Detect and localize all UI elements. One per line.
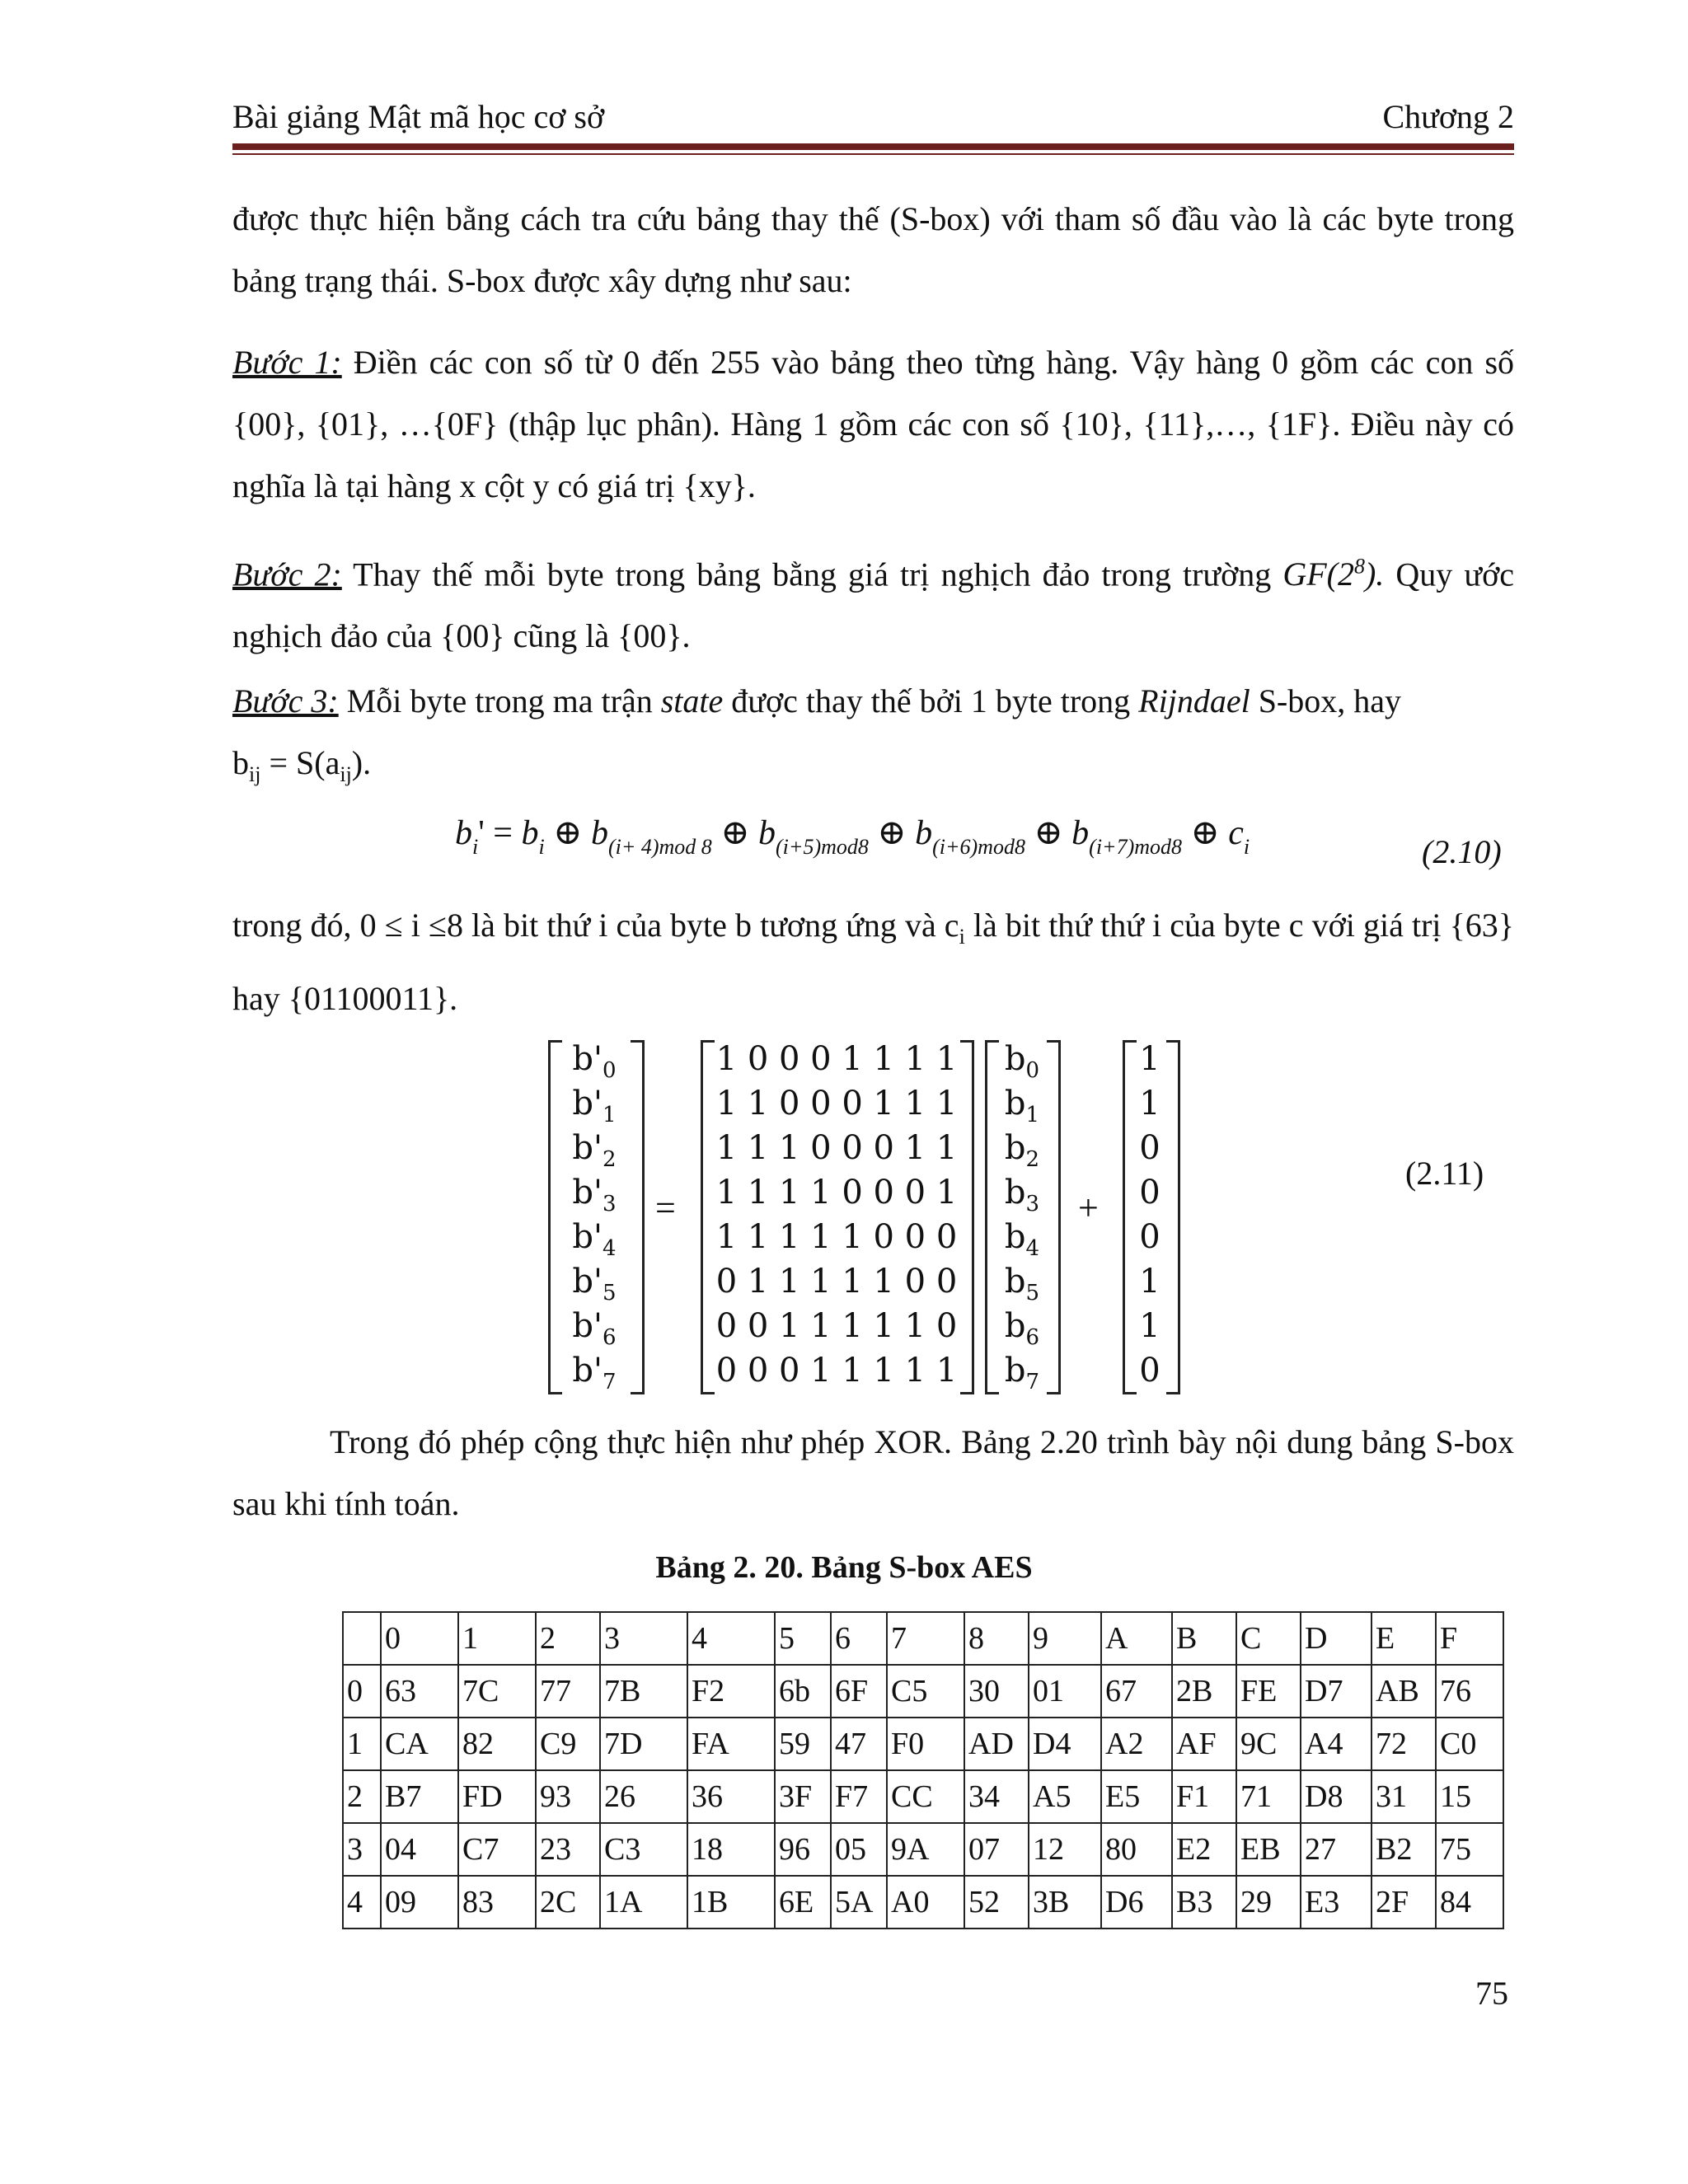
lhs-entry-2: $b'_2$ <box>572 1129 617 1172</box>
sbox-cell: 2 <box>343 1770 381 1823</box>
sbox-cell: C0 <box>1436 1718 1503 1770</box>
lhs-entry-1: $b'_1$ <box>572 1085 617 1127</box>
sbox-cell: F1 <box>1172 1770 1236 1823</box>
sbox-cell: A2 <box>1101 1718 1172 1770</box>
sbox-cell: 7B <box>600 1665 687 1718</box>
lhs-entry-3: $b'_3$ <box>572 1174 617 1216</box>
page-number: 75 <box>1475 1975 1508 2012</box>
sbox-cell: 3 <box>343 1823 381 1876</box>
step-3-text-3: S-box, hay <box>1250 682 1402 719</box>
matrix-row-2: 1 1 1 0 0 0 1 1 <box>715 1129 958 1167</box>
sbox-cell: 34 <box>964 1770 1029 1823</box>
eq-b2: b <box>521 814 539 852</box>
step-1 <box>232 331 1514 517</box>
eq-sub-i3: i <box>1243 835 1250 859</box>
sbox-cell: 07 <box>964 1823 1029 1876</box>
sbox-row-4 <box>343 1876 1503 1929</box>
sbox-cell: 36 <box>687 1770 775 1823</box>
xor-symbol: ⊕ <box>1182 814 1229 852</box>
intro-paragraph: được thực hiện bằng cách tra cứu bảng thay thế (S-box) với tham số đầu vào là các byte trong bảng trạng thái. S-box được xây dựng như sau: <box>232 200 1514 299</box>
sbox-intro-paragraph: Trong đó phép cộng thực hiện như phép XOR. Bảng 2.20 trình bày nội dung bảng S-box sau khi tính toán. <box>232 1423 1514 1522</box>
step-1-label: Bước 1: <box>232 344 342 381</box>
step-1-text: Điền các con số từ 0 đến 255 vào bảng theo từng hàng. Vậy hàng 0 gồm các con số {00}, {01}, …{0F} (thập lục phân). Hàng 1 gồm các con số {10}, {11},…, {1F}. Điều này có nghĩa là tại hàng x cột y có giá trị {xy}. <box>232 344 1515 504</box>
sbox-cell: D7 <box>1301 1665 1372 1718</box>
sbox-cell: CC <box>887 1770 964 1823</box>
sbox-cell: A4 <box>1301 1718 1372 1770</box>
eq-b5: b <box>915 814 933 852</box>
sbox-cell: D6 <box>1101 1876 1172 1929</box>
b-entry-5: $b_5$ <box>1004 1263 1040 1305</box>
sbox-cell: 9A <box>887 1823 964 1876</box>
sbox-cell: 67 <box>1101 1665 1172 1718</box>
sbox-cell: F2 <box>687 1665 775 1718</box>
equation-number-2-11: (2.11) <box>1405 1155 1484 1192</box>
sbox-cell: B2 <box>1372 1823 1436 1876</box>
sbox-cell: F7 <box>831 1770 887 1823</box>
field-base: GF(2 <box>1282 555 1354 593</box>
sbox-row-0 <box>343 1665 1503 1718</box>
sbox-cell: A <box>1101 1612 1172 1665</box>
sbox-cell: 1A <box>600 1876 687 1929</box>
field-exponent: 8 <box>1353 555 1365 579</box>
sbox-cell: E <box>1372 1612 1436 1665</box>
lhs-entry-6: $b'_6$ <box>572 1307 617 1350</box>
eq-sub-2: (i+5)mod8 <box>776 835 869 859</box>
sbox-cell: F <box>1436 1612 1503 1665</box>
sbox-cell: 6F <box>831 1665 887 1718</box>
sbox-cell: AF <box>1172 1718 1236 1770</box>
sbox-cell: A0 <box>887 1876 964 1929</box>
close-paren: ). <box>351 744 372 781</box>
ij-sub: ij <box>249 762 261 786</box>
sbox-cell: 18 <box>687 1823 775 1876</box>
matrix-row-0: 1 0 0 0 1 1 1 1 <box>715 1040 958 1078</box>
c-entry-5: 1 <box>1139 1263 1160 1301</box>
sbox-cell: 15 <box>1436 1770 1503 1823</box>
ci-sub: i <box>959 925 965 949</box>
lhs-right-bracket <box>631 1040 645 1394</box>
sbox-cell: 77 <box>536 1665 600 1718</box>
rijndael-term: Rijndael <box>1138 682 1250 719</box>
sbox-cell: 3 <box>600 1612 687 1665</box>
sbox-cell: 52 <box>964 1876 1029 1929</box>
sbox-cell: 72 <box>1372 1718 1436 1770</box>
sbox-cell: A5 <box>1029 1770 1101 1823</box>
lhs-entry-5: $b'_5$ <box>572 1263 617 1305</box>
sbox-cell: F0 <box>887 1718 964 1770</box>
transform-matrix <box>710 1037 963 1393</box>
step-2-text-after: Quy ước nghịch đảo của {00} cũng là {00}. <box>232 555 1514 655</box>
sbox-cell: 27 <box>1301 1823 1372 1876</box>
sbox-cell: 76 <box>1436 1665 1503 1718</box>
sbox-cell: EB <box>1236 1823 1301 1876</box>
sbox-cell: FE <box>1236 1665 1301 1718</box>
sbox-cell: 01 <box>1029 1665 1101 1718</box>
xor-symbol: ⊕ <box>868 814 916 852</box>
sbox-cell: 6b <box>775 1665 831 1718</box>
sbox-cell: 8 <box>964 1612 1029 1665</box>
eq-sub-1: (i+ 4)mod 8 <box>607 835 712 859</box>
input-vector <box>993 1037 1051 1393</box>
sbox-cell: 9C <box>1236 1718 1301 1770</box>
step-2 <box>232 536 1514 667</box>
matrix-row-6: 0 0 1 1 1 1 1 0 <box>715 1307 958 1345</box>
s-func: = S(a <box>260 744 340 781</box>
matrix-row-5: 0 1 1 1 1 1 0 0 <box>715 1263 958 1301</box>
eq-sub-4: (i+7)mod8 <box>1089 835 1183 859</box>
sbox-cell: 47 <box>831 1718 887 1770</box>
sbox-cell: 7C <box>458 1665 536 1718</box>
lhs-entry-4: $b'_4$ <box>572 1218 617 1261</box>
b-entry-6: $b_6$ <box>1004 1307 1040 1350</box>
lhs-entry-0: $b'_0$ <box>572 1040 617 1083</box>
galois-field <box>1282 555 1384 593</box>
sbox-cell: C3 <box>600 1823 687 1876</box>
matrix-row-4: 1 1 1 1 1 0 0 0 <box>715 1218 958 1256</box>
sbox-cell: E5 <box>1101 1770 1172 1823</box>
b-left-bracket <box>985 1040 999 1394</box>
xor-symbol: ⊕ <box>711 814 759 852</box>
sbox-cell: 75 <box>1436 1823 1503 1876</box>
c-entry-4: 0 <box>1139 1218 1160 1256</box>
sbox-cell: 9 <box>1029 1612 1101 1665</box>
eq-b6: b <box>1071 814 1090 852</box>
eq-sub-3: (i+6)mod8 <box>932 835 1025 859</box>
sbox-cell: AB <box>1372 1665 1436 1718</box>
sbox-cell: B7 <box>381 1770 458 1823</box>
sbox-cell: 30 <box>964 1665 1029 1718</box>
eq-b3: b <box>590 814 608 852</box>
c-entry-7: 0 <box>1139 1352 1160 1390</box>
sbox-cell <box>343 1612 381 1665</box>
sbox-cell: C5 <box>887 1665 964 1718</box>
sbox-cell: CA <box>381 1718 458 1770</box>
sbox-row-1 <box>343 1718 1503 1770</box>
c-entry-1: 1 <box>1139 1085 1160 1122</box>
chapter-label: Chương 2 <box>1382 98 1514 135</box>
eq-sub-i2: i <box>538 835 545 859</box>
sbox-cell: 5 <box>775 1612 831 1665</box>
b-entry-3: $b_3$ <box>1004 1174 1040 1216</box>
matrix-left-bracket <box>701 1040 715 1394</box>
sbox-row-2 <box>343 1770 1503 1823</box>
definition-paragraph <box>232 894 1514 1029</box>
b-right-bracket <box>1047 1040 1061 1394</box>
sbox-cell: 7 <box>887 1612 964 1665</box>
b-entry-7: $b_7$ <box>1004 1352 1040 1394</box>
ij-sub-2: ij <box>340 762 352 786</box>
sbox-cell: 0 <box>343 1665 381 1718</box>
step-2-label: Bước 2: <box>232 555 342 593</box>
definition-text-2: là bit thứ thứ i của byte c với giá trị {63} hay {01100011}. <box>232 907 1514 1017</box>
sbox-cell: 23 <box>536 1823 600 1876</box>
step-3-text-2: được thay thế bởi 1 byte trong <box>723 682 1139 719</box>
page-header <box>232 97 1514 140</box>
lhs-vector <box>556 1037 632 1393</box>
sbox-cell: FA <box>687 1718 775 1770</box>
header-rule-thin <box>232 153 1514 155</box>
sbox-cell: 3F <box>775 1770 831 1823</box>
sbox-cell: 05 <box>831 1823 887 1876</box>
sbox-cell: E3 <box>1301 1876 1372 1929</box>
sbox-cell: 1B <box>687 1876 775 1929</box>
c-left-bracket <box>1123 1040 1137 1394</box>
plus-sign: + <box>1078 1188 1099 1228</box>
b-entry-2: $b_2$ <box>1004 1129 1040 1172</box>
b-entry-1: $b_1$ <box>1004 1085 1040 1127</box>
state-term: state <box>660 682 724 719</box>
header-rule <box>232 143 1514 150</box>
sbox-cell: 5A <box>831 1876 887 1929</box>
equation-number-2-10: (2.10) <box>1422 833 1502 870</box>
sbox-header-row <box>343 1612 1503 1665</box>
c-entry-0: 1 <box>1139 1040 1160 1078</box>
definition-text-1: trong đó, 0 ≤ i ≤8 là bit thứ i của byte b tương ứng và c <box>232 907 959 944</box>
step-3-text-1: Mỗi byte trong ma trận <box>338 682 661 719</box>
step-3-label: Bước 3: <box>232 682 339 719</box>
sbox-cell: AD <box>964 1718 1029 1770</box>
lhs-left-bracket <box>548 1040 562 1394</box>
sbox-cell: E2 <box>1172 1823 1236 1876</box>
sbox-cell: C9 <box>536 1718 600 1770</box>
sbox-cell: 82 <box>458 1718 536 1770</box>
b-var: b <box>232 744 249 781</box>
sbox-cell: 4 <box>687 1612 775 1665</box>
sbox-cell: 1 <box>458 1612 536 1665</box>
matrix-row-3: 1 1 1 1 0 0 0 1 <box>715 1174 958 1212</box>
sbox-cell: 1 <box>343 1718 381 1770</box>
sbox-cell: 83 <box>458 1876 536 1929</box>
sbox-cell: 84 <box>1436 1876 1503 1929</box>
sbox-cell: D4 <box>1029 1718 1101 1770</box>
b-entry-4: $b_4$ <box>1004 1218 1040 1261</box>
sbox-cell: 2F <box>1372 1876 1436 1929</box>
c-entry-2: 0 <box>1139 1129 1160 1167</box>
step-3 <box>232 670 1514 805</box>
b-entry-0: $b_0$ <box>1004 1040 1040 1083</box>
sbox-cell: 80 <box>1101 1823 1172 1876</box>
sbox-cell: 09 <box>381 1876 458 1929</box>
sbox-row-3 <box>343 1823 1503 1876</box>
equation-2-10 <box>455 812 1250 860</box>
matrix-right-bracket <box>960 1040 974 1394</box>
matrix-row-7: 0 0 0 1 1 1 1 1 <box>715 1352 958 1390</box>
sbox-cell: 2C <box>536 1876 600 1929</box>
eq-sub-i: i <box>472 835 479 859</box>
sbox-cell: B <box>1172 1612 1236 1665</box>
sbox-cell: 7D <box>600 1718 687 1770</box>
sbox-cell: 2 <box>536 1612 600 1665</box>
eq-c: c <box>1228 814 1244 852</box>
sbox-cell: 31 <box>1372 1770 1436 1823</box>
sbox-cell: 93 <box>536 1770 600 1823</box>
field-close: ). <box>1364 555 1385 593</box>
sbox-cell: 71 <box>1236 1770 1301 1823</box>
sbox-cell: 6 <box>831 1612 887 1665</box>
c-right-bracket <box>1166 1040 1180 1394</box>
eq-b: b <box>455 814 472 852</box>
sbox-cell: C7 <box>458 1823 536 1876</box>
sbox-cell: 04 <box>381 1823 458 1876</box>
eq-prime: ' = <box>478 814 522 852</box>
sbox-cell: 59 <box>775 1718 831 1770</box>
matrix-row-1: 1 1 0 0 0 1 1 1 <box>715 1085 958 1122</box>
c-entry-3: 0 <box>1139 1174 1160 1212</box>
xor-symbol: ⊕ <box>544 814 591 852</box>
sbox-cell: 3B <box>1029 1876 1101 1929</box>
sbox-cell: D <box>1301 1612 1372 1665</box>
sbox-cell: 29 <box>1236 1876 1301 1929</box>
sbox-table <box>342 1611 1504 1929</box>
sbox-cell: 63 <box>381 1665 458 1718</box>
sbox-cell: FD <box>458 1770 536 1823</box>
sbox-cell: 12 <box>1029 1823 1101 1876</box>
sbox-cell: 4 <box>343 1876 381 1929</box>
sbox-cell: B3 <box>1172 1876 1236 1929</box>
equals-sign: = <box>655 1188 676 1228</box>
step-2-text: Thay thế mỗi byte trong bảng bằng giá trị nghịch đảo trong trường <box>341 555 1283 593</box>
sbox-cell: 2B <box>1172 1665 1236 1718</box>
table-caption: Bảng 2. 20. Bảng S-box AES <box>655 1550 1033 1585</box>
eq-b4: b <box>758 814 776 852</box>
book-title: Bài giảng Mật mã học cơ sở <box>232 98 605 135</box>
sbox-cell: 96 <box>775 1823 831 1876</box>
sbox-cell: 26 <box>600 1770 687 1823</box>
sbox-cell: 0 <box>381 1612 458 1665</box>
c-entry-6: 1 <box>1139 1307 1160 1345</box>
sbox-cell: 6E <box>775 1876 831 1929</box>
sbox-cell: D8 <box>1301 1770 1372 1823</box>
lhs-entry-7: $b'_7$ <box>572 1352 617 1394</box>
sbox-cell: C <box>1236 1612 1301 1665</box>
xor-symbol: ⊕ <box>1025 814 1072 852</box>
